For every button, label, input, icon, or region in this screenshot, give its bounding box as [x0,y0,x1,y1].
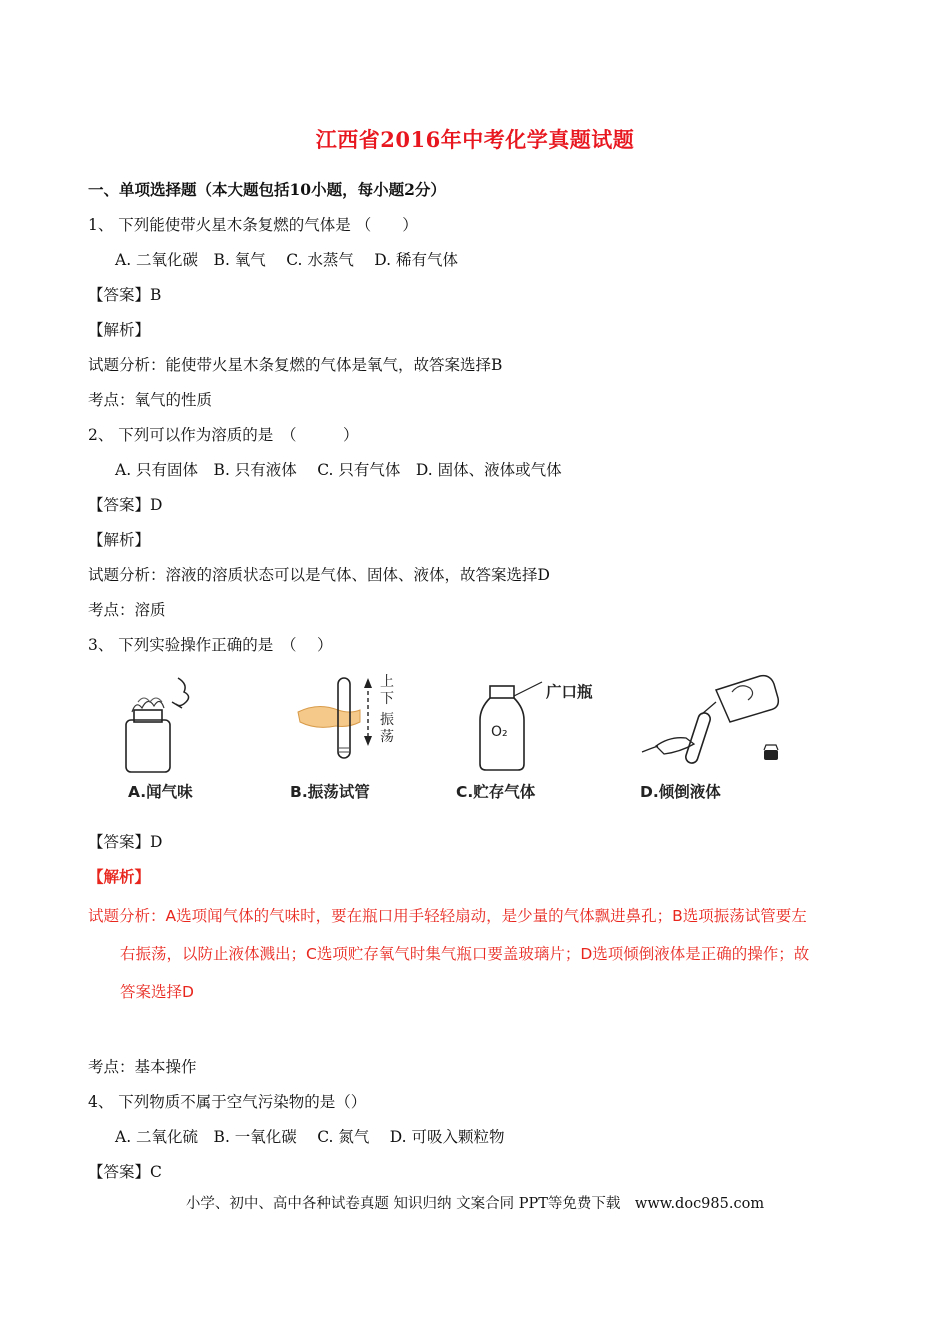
figure-b-label-3: 振 [380,712,394,728]
page-title: 江西省2016年中考化学真题试题 [315,127,635,152]
question-3-jiexi-label: 【解析】 [88,868,151,886]
question-3-analysis-line-1: 试题分析：A选项闻气体的气味时，要在瓶口用手轻轻扇动，是少量的气体飘进鼻孔；B选项振荡试管要左 [88,907,807,925]
figure-b-label-1: 上 [380,674,394,690]
page-footer: 小学、初中、高中各种试卷真题 知识归纳 文案合同 PPT等免费下载 www.doc985.com [185,1196,765,1212]
figure-d-pour [636,672,786,812]
question-3-analysis-line-3: 答案选择D [120,983,194,1001]
question-1-analysis: 试题分析：能使带火星木条复燃的气体是氧气，故答案选择B [88,356,503,374]
figure-b-label-4: 荡 [380,729,394,745]
question-3-stem: 3、 下列实验操作正确的是 （ ） [88,636,333,654]
question-4-options: A. 二氧化硫 B. 一氧化碳 C. 氮气 D. 可吸入颗粒物 [115,1128,505,1146]
question-1-jiexi-label: 【解析】 [88,321,151,339]
bottle-smell-icon [120,672,270,777]
figure-a-smell [120,672,270,812]
figure-c-store [456,672,606,812]
figure-c-caption: C.贮存气体 [456,783,536,801]
experiment-figures [120,672,800,812]
question-3-answer: 【答案】D [88,833,163,851]
question-2-answer: 【答案】D [88,496,163,514]
question-4-answer: 【答案】C [88,1163,162,1181]
figure-b-shake [288,672,438,812]
figure-c-bottle-label: 广口瓶 [546,683,593,701]
section-heading: 一、单项选择题（本大题包括10小题，每小题2分） [88,180,446,199]
figure-b-caption: B.振荡试管 [290,783,370,801]
question-2-jiexi-label: 【解析】 [88,531,151,549]
question-2-options: A. 只有固体 B. 只有液体 C. 只有气体 D. 固体、液体或气体 [115,461,562,479]
question-1-point: 考点：氧气的性质 [88,391,213,409]
figure-b-label-2: 下 [380,691,394,707]
question-2-stem: 2、 下列可以作为溶质的是 （ ） [88,426,359,444]
figure-d-caption: D.倾倒液体 [640,783,721,801]
question-2-point: 考点：溶质 [88,601,166,619]
figure-a-caption: A.闻气味 [128,783,193,801]
question-1-options: A. 二氧化碳 B. 氧气 C. 水蒸气 D. 稀有气体 [115,251,459,269]
question-3-analysis-line-2: 右振荡，以防止液体溅出；C选项贮存氧气时集气瓶口要盖玻璃片；D选项倾倒液体是正确的操作；故 [120,945,810,963]
question-4-stem: 4、 下列物质不属于空气污染物的是（） [88,1093,367,1111]
test-tube-shake-icon [288,672,438,777]
question-3-point: 考点：基本操作 [88,1058,197,1076]
question-1-answer: 【答案】B [88,286,162,304]
figure-c-gas-label: O₂ [491,724,508,740]
question-1-stem: 1、 下列能使带火星木条复燃的气体是 （ ） [88,216,418,234]
pour-liquid-icon [636,672,796,777]
question-2-analysis: 试题分析：溶液的溶质状态可以是气体、固体、液体，故答案选择D [88,566,550,584]
